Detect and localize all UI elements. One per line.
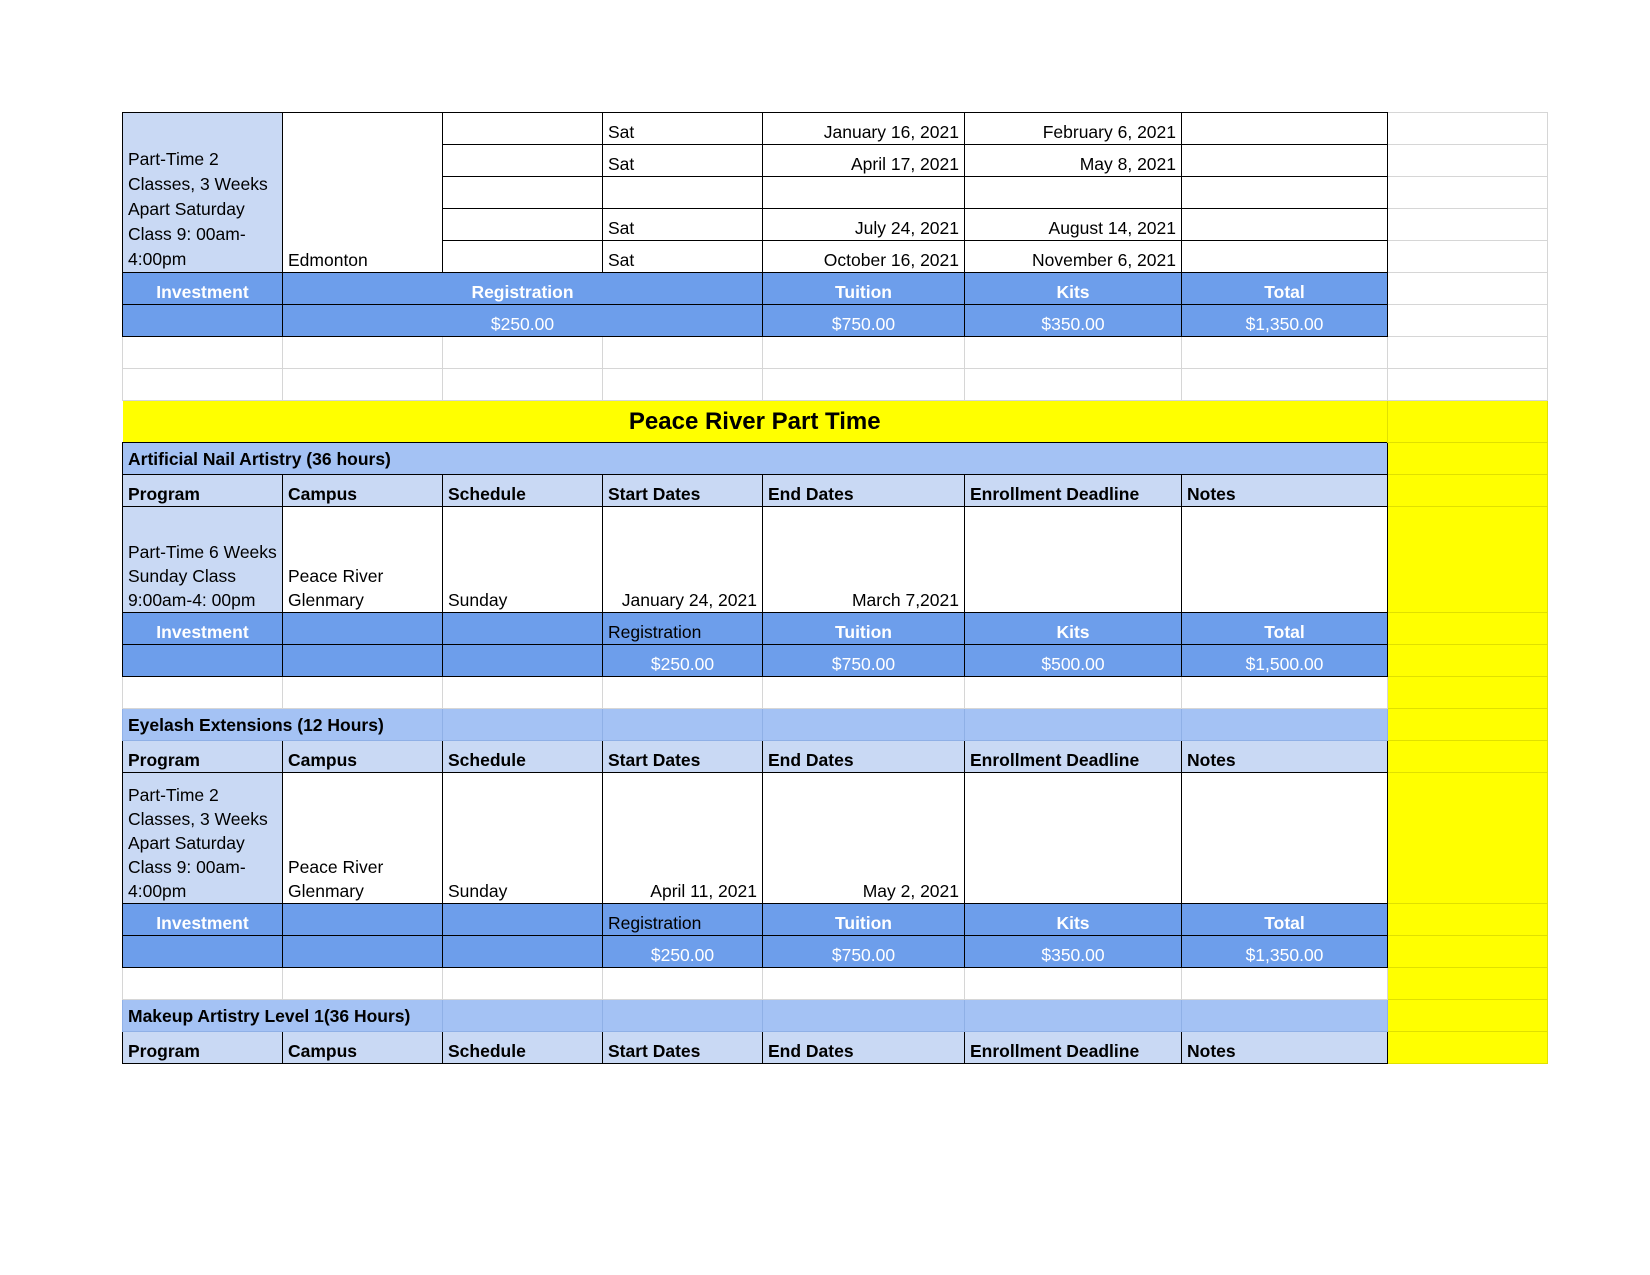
cell[interactable] <box>443 113 603 145</box>
course-title-row <box>123 709 1548 741</box>
start-date-cell[interactable]: January 24, 2021 <box>603 507 763 613</box>
kits-value[interactable]: $350.00 <box>965 305 1182 337</box>
empty-row <box>123 337 1548 369</box>
header-schedule[interactable]: Schedule <box>443 741 603 773</box>
investment-values-row <box>123 645 1548 677</box>
registration-value[interactable]: $250.00 <box>603 645 763 677</box>
investment-values-row <box>123 936 1548 968</box>
end-date-cell[interactable]: March 7,2021 <box>763 507 965 613</box>
header-enrollment-deadline[interactable]: Enrollment Deadline <box>965 741 1182 773</box>
start-date-cell[interactable]: April 11, 2021 <box>603 773 763 904</box>
cell[interactable] <box>123 936 283 968</box>
schedule-cell[interactable]: Sat <box>603 241 763 273</box>
header-start-dates[interactable]: Start Dates <box>603 741 763 773</box>
kits-label[interactable]: Kits <box>965 613 1182 645</box>
cell[interactable] <box>443 936 603 968</box>
kits-label[interactable]: Kits <box>965 273 1182 305</box>
notes-cell[interactable] <box>1182 773 1388 904</box>
registration-value[interactable]: $250.00 <box>603 936 763 968</box>
deadline-cell[interactable] <box>1182 241 1388 273</box>
notes-cell[interactable] <box>1182 507 1388 613</box>
registration-label[interactable]: Registration <box>603 904 763 936</box>
investment-label[interactable]: Investment <box>123 273 283 305</box>
tuition-value[interactable]: $750.00 <box>763 645 965 677</box>
header-end-dates[interactable]: End Dates <box>763 1032 965 1064</box>
schedule-cell[interactable] <box>603 177 763 209</box>
course-title-row <box>123 1000 1548 1032</box>
header-start-dates[interactable]: Start Dates <box>603 475 763 507</box>
total-label[interactable]: Total <box>1182 613 1388 645</box>
empty-row <box>123 968 1548 1000</box>
header-notes[interactable]: Notes <box>1182 1032 1388 1064</box>
header-program[interactable]: Program <box>123 741 283 773</box>
header-end-dates[interactable]: End Dates <box>763 475 965 507</box>
start-date-cell[interactable]: July 24, 2021 <box>763 209 965 241</box>
header-notes[interactable]: Notes <box>1182 475 1388 507</box>
program-cell[interactable]: Part-Time 6 Weeks Sunday Class 9:00am-4: 00pm <box>123 507 283 613</box>
schedule-cell[interactable]: Sat <box>603 145 763 177</box>
cell[interactable] <box>283 904 443 936</box>
total-value[interactable]: $1,350.00 <box>1182 305 1388 337</box>
column-header-row <box>123 1032 1548 1064</box>
deadline-cell[interactable] <box>1182 177 1388 209</box>
cell[interactable] <box>443 241 603 273</box>
cell[interactable] <box>443 904 603 936</box>
total-label[interactable]: Total <box>1182 904 1388 936</box>
table-row <box>123 773 1548 904</box>
campus-cell[interactable]: Edmonton <box>283 113 443 273</box>
cell[interactable] <box>1388 113 1548 145</box>
start-date-cell[interactable]: October 16, 2021 <box>763 241 965 273</box>
cell[interactable] <box>283 936 443 968</box>
registration-label[interactable]: Registration <box>603 613 763 645</box>
header-end-dates[interactable]: End Dates <box>763 741 965 773</box>
cell[interactable] <box>1388 145 1548 177</box>
course-title-row <box>123 443 1548 475</box>
header-campus[interactable]: Campus <box>283 741 443 773</box>
start-date-cell[interactable] <box>763 177 965 209</box>
registration-value[interactable]: $250.00 <box>283 305 763 337</box>
schedule-cell[interactable]: Sunday <box>443 773 603 904</box>
start-date-cell[interactable]: January 16, 2021 <box>763 113 965 145</box>
cell[interactable] <box>1388 209 1548 241</box>
header-program[interactable]: Program <box>123 1032 283 1064</box>
deadline-cell[interactable] <box>1182 145 1388 177</box>
end-date-cell[interactable] <box>965 177 1182 209</box>
header-start-dates[interactable]: Start Dates <box>603 1032 763 1064</box>
header-schedule[interactable]: Schedule <box>443 475 603 507</box>
cell[interactable] <box>123 645 283 677</box>
investment-label[interactable]: Investment <box>123 904 283 936</box>
investment-header-row <box>123 904 1548 936</box>
deadline-cell[interactable] <box>965 773 1182 904</box>
kits-label[interactable]: Kits <box>965 904 1182 936</box>
end-date-cell[interactable]: November 6, 2021 <box>965 241 1182 273</box>
column-header-row <box>123 475 1548 507</box>
cell[interactable] <box>1388 401 1548 443</box>
cell[interactable] <box>1388 177 1548 209</box>
end-date-cell[interactable]: February 6, 2021 <box>965 113 1182 145</box>
header-schedule[interactable]: Schedule <box>443 1032 603 1064</box>
deadline-cell[interactable] <box>965 507 1182 613</box>
investment-values-row <box>123 305 1548 337</box>
tuition-value[interactable]: $750.00 <box>763 936 965 968</box>
course-title[interactable]: Eyelash Extensions (12 Hours) <box>123 709 443 741</box>
table-row <box>123 507 1548 613</box>
investment-label[interactable]: Investment <box>123 613 283 645</box>
column-header-row <box>123 741 1548 773</box>
section-title[interactable]: Peace River Part Time <box>123 401 1388 443</box>
end-date-cell[interactable]: May 2, 2021 <box>763 773 965 904</box>
cell[interactable] <box>283 613 443 645</box>
kits-value[interactable]: $350.00 <box>965 936 1182 968</box>
empty-row <box>123 677 1548 709</box>
program-cell[interactable]: Part-Time 2 Classes, 3 Weeks Apart Saturday Class 9: 00am-4:00pm <box>123 113 283 273</box>
campus-cell[interactable]: Peace River Glenmary <box>283 507 443 613</box>
start-date-cell[interactable]: April 17, 2021 <box>763 145 965 177</box>
deadline-cell[interactable] <box>1182 209 1388 241</box>
course-title[interactable]: Artificial Nail Artistry (36 hours) <box>123 443 1388 475</box>
header-enrollment-deadline[interactable]: Enrollment Deadline <box>965 1032 1182 1064</box>
deadline-cell[interactable] <box>1182 113 1388 145</box>
total-value[interactable]: $1,500.00 <box>1182 645 1388 677</box>
header-campus[interactable]: Campus <box>283 475 443 507</box>
cell[interactable] <box>1388 241 1548 273</box>
cell[interactable] <box>443 613 603 645</box>
tuition-label[interactable]: Tuition <box>763 613 965 645</box>
schedule-cell[interactable]: Sunday <box>443 507 603 613</box>
course-title[interactable]: Makeup Artistry Level 1(36 Hours) <box>123 1000 443 1032</box>
end-date-cell[interactable]: May 8, 2021 <box>965 145 1182 177</box>
tuition-label[interactable]: Tuition <box>763 904 965 936</box>
schedule-table <box>122 112 1548 1064</box>
cell[interactable] <box>1388 305 1548 337</box>
campus-cell[interactable]: Peace River Glenmary <box>283 773 443 904</box>
schedule-cell[interactable]: Sat <box>603 113 763 145</box>
section-title-row <box>123 401 1548 443</box>
header-enrollment-deadline[interactable]: Enrollment Deadline <box>965 475 1182 507</box>
header-campus[interactable]: Campus <box>283 1032 443 1064</box>
program-cell[interactable]: Part-Time 2 Classes, 3 Weeks Apart Saturday Class 9: 00am-4:00pm <box>123 773 283 904</box>
cell[interactable] <box>443 177 603 209</box>
spreadsheet <box>122 112 1548 1064</box>
investment-header-row <box>123 273 1548 305</box>
end-date-cell[interactable]: August 14, 2021 <box>965 209 1182 241</box>
empty-row <box>123 369 1548 401</box>
cell[interactable] <box>443 645 603 677</box>
cell[interactable] <box>443 209 603 241</box>
table-row <box>123 113 1548 145</box>
kits-value[interactable]: $500.00 <box>965 645 1182 677</box>
registration-label[interactable]: Registration <box>283 273 763 305</box>
schedule-cell[interactable]: Sat <box>603 209 763 241</box>
investment-header-row <box>123 613 1548 645</box>
total-label[interactable]: Total <box>1182 273 1388 305</box>
cell[interactable] <box>123 305 283 337</box>
cell[interactable] <box>443 145 603 177</box>
header-notes[interactable]: Notes <box>1182 741 1388 773</box>
header-program[interactable]: Program <box>123 475 283 507</box>
tuition-label[interactable]: Tuition <box>763 273 965 305</box>
cell[interactable] <box>1388 273 1548 305</box>
total-value[interactable]: $1,350.00 <box>1182 936 1388 968</box>
tuition-value[interactable]: $750.00 <box>763 305 965 337</box>
cell[interactable] <box>283 645 443 677</box>
